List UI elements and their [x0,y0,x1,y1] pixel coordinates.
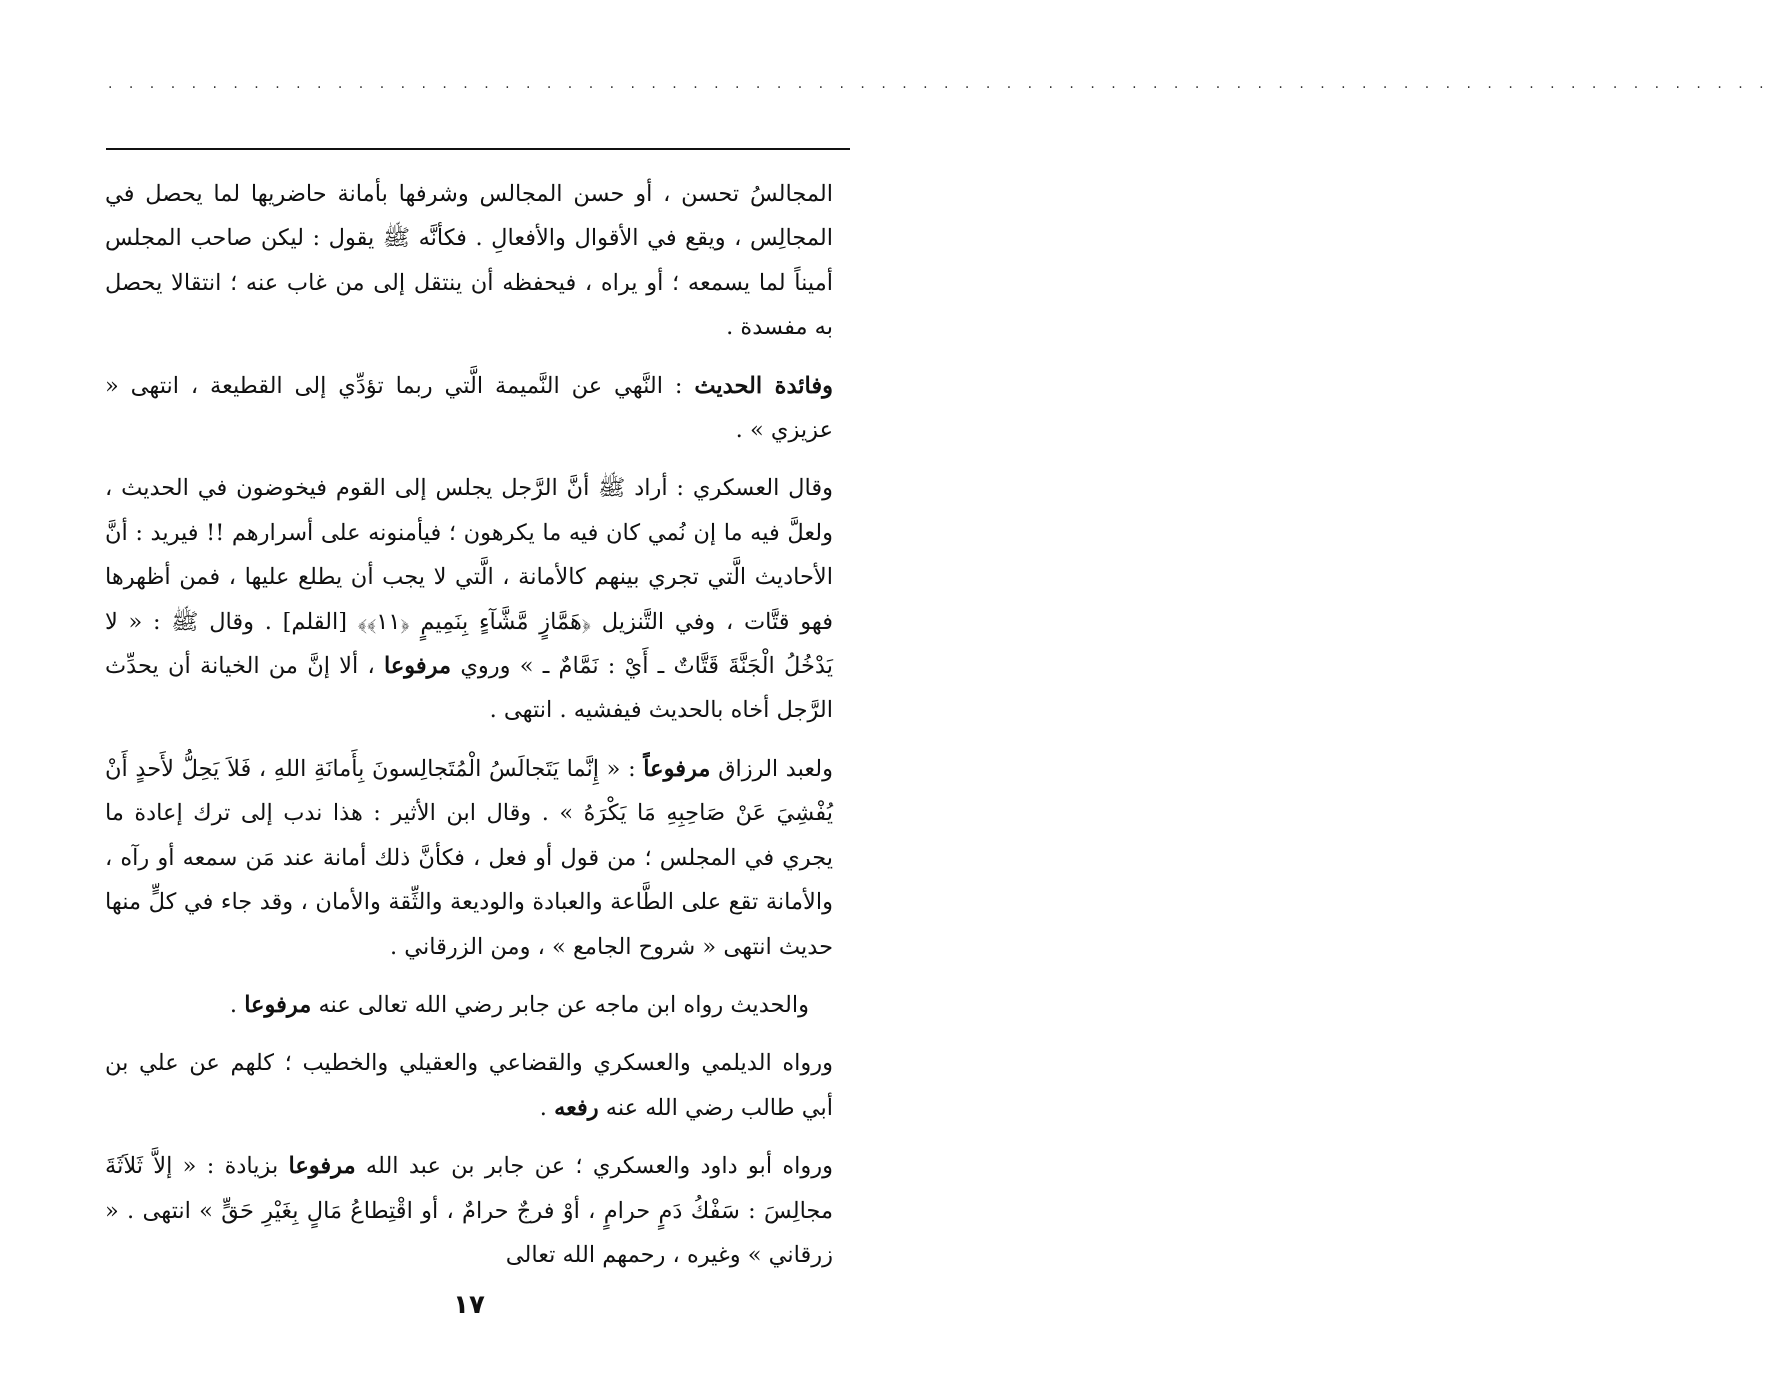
paragraph-2 [105,364,833,453]
page-number: ١٧ [453,1290,485,1320]
main-text [105,172,833,1291]
paragraph-7 [105,1144,833,1277]
paragraph-text: المجالسُ تحسن ، أو حسن المجالس وشرفها بأمانة حاضريها لما يحصل في المجالِس ، ويقع في الأقوال والأفعالِ . فكأنَّه ﷺ يقول : ليكن صاحب المجلس أميناً لما يسمعه ؛ أو يراه ، فيحفظه أن ينتقل إلى من غاب عنه ؛ انتقالا يحصل به مفسدة . [105,181,833,341]
paragraph-3 [105,466,833,732]
header-rule [106,148,850,150]
paragraph-6 [105,1041,833,1130]
paragraph-text: . [539,1094,555,1121]
paragraph-text: . [229,991,245,1018]
header-dotted-line: · · · · · · · · · · · · · · · · · · · · · · · · · · · · · · · · · · · · · · · · · · · · · · · · · · · · · · · · · · · · · · · · · · · · · · · · · · · · · · · · [108,80,1770,96]
paragraph-text: ورواه الديلمي والعسكري والقضاعي والعقيلي والخطيب ؛ كلهم عن علي بن أبي طالب رضي الله عنه [105,1050,833,1121]
paragraph-5 [105,983,833,1027]
paragraph-text: : « إِنَّما يَتَجالَسُ الْمُتَجالِسونَ بِأَمانَةِ اللهِ ، فَلاَ يَحِلُّ لأَحدٍ أَنْ يُفْشِيَ عَنْ صَاحِبِهِ مَا يَكْرَهُ » . وقال ابن الأثير : هذا ندب إلى ترك إعادة ما يجري في المجلس ؛ من قول أو فعل ، فكأنَّ ذلك أمانة عند مَن سمعه أو رآه ، والأمانة تقع على الطَّاعة والعبادة والوديعة والثِّقة والأمان ، وقد جاء في كلٍّ منها حديث انتهى « شروح الجامع » ، ومن الزرقاني . [105,755,833,960]
paragraph-text: ، ألا إنَّ من الخيانة أن يحدِّث الرَّجل أخاه بالحديث فيفشيه . انتهى . [105,653,833,724]
paragraph-text: بزيادة : « إلاَّ ثَلاَثَةَ مجالِسَ : سَفْكُ دَمٍ حرامٍ ، أوْ فرجٌ حرامٌ ، أو اقْتِطاعُ مَالٍ بِغَيْرِ حَقٍّ » انتهى . « زرقاني » وغيره ، رحمهم الله تعالى [105,1153,833,1268]
bold-term: مرفوعاً [643,755,711,782]
paragraph-text: ولعبد الرزاق [710,755,833,782]
paragraph-4 [105,747,833,969]
paragraph-text: وقال العسكري : أراد ﷺ أنَّ الرَّجل يجلس إلى القوم فيخوضون في الحديث ، ولعلَّ فيه ما إن نُمي كان فيه ما يكرهون ؛ فيأمنونه على أسرارهم !! فيريد : أنَّ الأحاديث الَّتي تجري بينهم كالأمانة ، الَّتي لا يجب أن يطلع عليها ، فمن أظهرها فهو قتَّات ، وفي التَّنزيل ﴿هَمَّازٍ مَّشَّآءٍ بِنَمِيمٍ ﴿١١﴾﴾ [القلم] . وقال ﷺ : « لا يَدْخُلُ الْجَنَّةَ قَتَّاتٌ ـ أَيْ : نَمَّامٌ ـ » وروي [105,475,833,680]
paragraph-text: ورواه أبو داود والعسكري ؛ عن جابر بن عبد الله [355,1153,833,1180]
paragraph-text: : النَّهي عن النَّميمة الَّتي ربما تؤدِّي إلى القطيعة ، انتهى « عزيزي » . [105,372,833,444]
bold-term: مرفوعا [288,1153,356,1180]
paragraph-1 [105,172,833,350]
bold-term: مرفوعا [244,991,312,1018]
paragraph-text: والحديث رواه ابن ماجه عن جابر رضي الله تعالى عنه [311,991,809,1018]
bold-term: وفائدة الحديث [694,372,833,399]
bold-term: مرفوعا [383,653,452,680]
bold-term: رفعه [554,1094,599,1121]
